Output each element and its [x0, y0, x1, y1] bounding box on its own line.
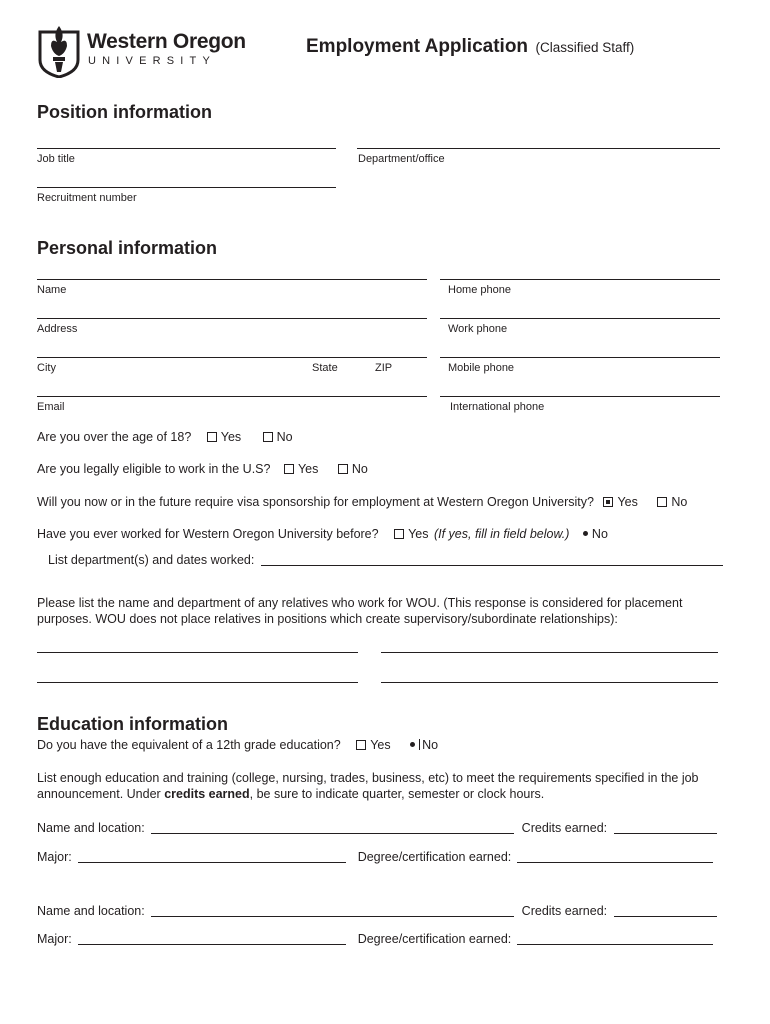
selected-dot-icon[interactable]	[583, 531, 588, 536]
relative-1-field[interactable]	[37, 652, 358, 653]
relative-4-field[interactable]	[381, 682, 718, 683]
eligible-yes-option[interactable]	[284, 462, 318, 476]
checkbox-icon[interactable]	[207, 432, 217, 442]
worked-yes-label: Yes	[408, 527, 429, 541]
address-label: Address	[37, 323, 78, 335]
education-heading: Education information	[37, 714, 228, 734]
worked-question	[37, 527, 608, 541]
education-2-degree-field[interactable]	[517, 932, 713, 945]
visa-yes-label: Yes	[617, 495, 638, 509]
age-no-option[interactable]	[263, 430, 293, 444]
zip-label: ZIP	[375, 362, 393, 374]
worked-no-option[interactable]	[583, 527, 608, 541]
relative-3-field[interactable]	[37, 682, 358, 683]
worked-yes-option[interactable]	[394, 527, 428, 541]
education-line-1: List enough education and training (college, nursing, trades, business, etc) to meet the requirements specified in the job	[37, 771, 699, 785]
selected-dot-icon[interactable]	[410, 742, 415, 747]
city-label: City	[37, 362, 56, 374]
grade12-yes-option[interactable]	[356, 738, 390, 752]
eligible-question-text: Are you legally eligible to work in the U.S?	[37, 462, 271, 476]
international-phone-field[interactable]	[440, 396, 720, 397]
list-department-row	[48, 553, 723, 567]
international-phone-label: International phone	[450, 401, 545, 413]
job-title-field[interactable]	[37, 148, 336, 149]
torch-shield-icon	[37, 22, 81, 78]
credits-earned-emphasis: credits earned	[164, 787, 250, 801]
education-instructions	[37, 770, 699, 802]
grade12-question-text: Do you have the equivalent of a 12th grade education?	[37, 738, 341, 752]
worked-no-label: No	[591, 527, 608, 541]
checkbox-icon[interactable]	[394, 529, 404, 539]
checkbox-icon[interactable]	[338, 464, 348, 474]
education-line-2	[37, 786, 699, 802]
worked-question-text: Have you ever worked for Western Oregon University before?	[37, 527, 379, 541]
visa-yes-option[interactable]	[603, 495, 637, 509]
text-cursor-icon	[419, 739, 420, 750]
checked-checkbox-icon[interactable]	[603, 497, 613, 507]
list-department-field[interactable]	[261, 553, 723, 566]
home-phone-field[interactable]	[440, 279, 720, 280]
eligible-no-option[interactable]	[338, 462, 368, 476]
checkbox-icon[interactable]	[284, 464, 294, 474]
visa-no-label: No	[671, 495, 688, 509]
email-label: Email	[37, 401, 65, 413]
logo-university: UNIVERSITY	[88, 55, 217, 67]
department-field[interactable]	[357, 148, 720, 149]
age-question-text: Are you over the age of 18?	[37, 430, 192, 444]
email-field[interactable]	[37, 396, 427, 397]
grade12-question	[37, 738, 438, 752]
relatives-line-2: purposes. WOU does not place relatives in positions which create supervisory/subordinate relationships):	[37, 612, 618, 626]
education-line-2a: announcement. Under	[37, 787, 161, 801]
checkbox-icon[interactable]	[263, 432, 273, 442]
job-title-label: Job title	[37, 153, 75, 165]
visa-question	[37, 495, 687, 509]
visa-no-option[interactable]	[657, 495, 687, 509]
credits-earned-label: Credits earned:	[521, 904, 608, 918]
education-1-major-row	[37, 850, 713, 864]
checkbox-icon[interactable]	[657, 497, 667, 507]
education-1-credits-field[interactable]	[614, 821, 717, 834]
university-logo	[37, 22, 247, 78]
name-location-label: Name and location:	[37, 821, 145, 835]
personal-heading: Personal information	[37, 238, 218, 258]
work-phone-field[interactable]	[440, 318, 720, 319]
checkbox-icon[interactable]	[356, 740, 366, 750]
education-1-major-field[interactable]	[78, 850, 346, 863]
form-title	[306, 36, 634, 58]
form-title-main: Employment Application	[306, 36, 529, 57]
education-line-2c: , be sure to indicate quarter, semester or clock hours.	[249, 787, 545, 801]
department-label: Department/office	[358, 153, 445, 165]
major-label: Major:	[37, 932, 72, 946]
state-label: State	[312, 362, 338, 374]
name-location-label: Name and location:	[37, 904, 145, 918]
age-yes-label: Yes	[220, 430, 242, 444]
visa-question-text: Will you now or in the future require visa sponsorship for employment at Western Oregon University?	[37, 495, 594, 509]
city-state-zip-field[interactable]	[37, 357, 427, 358]
major-label: Major:	[37, 850, 72, 864]
education-1-name-row	[37, 821, 717, 835]
name-field[interactable]	[37, 279, 427, 280]
education-2-name-row	[37, 904, 717, 918]
address-field[interactable]	[37, 318, 427, 319]
education-2-major-row	[37, 932, 713, 946]
education-2-credits-field[interactable]	[614, 904, 717, 917]
home-phone-label: Home phone	[448, 284, 511, 296]
education-1-name-location-field[interactable]	[151, 821, 514, 834]
logo-wordmark: Western Oregon	[87, 30, 246, 53]
grade12-yes-label: Yes	[370, 738, 391, 752]
education-2-major-field[interactable]	[78, 932, 346, 945]
age-question	[37, 430, 293, 444]
list-department-label: List department(s) and dates worked:	[48, 553, 255, 567]
education-1-degree-field[interactable]	[517, 850, 713, 863]
position-heading: Position information	[37, 102, 212, 122]
eligible-yes-label: Yes	[297, 462, 319, 476]
eligible-question	[37, 462, 368, 476]
eligible-no-label: No	[351, 462, 368, 476]
relatives-line-1: Please list the name and department of any relatives who work for WOU. (This response is considered for placement	[37, 596, 683, 610]
degree-label: Degree/certification earned:	[357, 932, 512, 946]
education-2-name-location-field[interactable]	[151, 904, 514, 917]
work-phone-label: Work phone	[448, 323, 508, 335]
name-label: Name	[37, 284, 67, 296]
form-title-sub: (Classified Staff)	[535, 40, 635, 55]
degree-label: Degree/certification earned:	[357, 850, 512, 864]
mobile-phone-label: Mobile phone	[448, 362, 515, 374]
age-yes-option[interactable]	[207, 430, 241, 444]
recruitment-number-label: Recruitment number	[37, 192, 137, 204]
mobile-phone-field[interactable]	[440, 357, 720, 358]
grade12-no-label: No	[422, 738, 439, 752]
worked-note: (If yes, fill in field below.)	[433, 527, 570, 541]
grade12-no-option[interactable]	[410, 738, 438, 752]
age-no-label: No	[276, 430, 293, 444]
relative-2-field[interactable]	[381, 652, 718, 653]
recruitment-number-field[interactable]	[37, 187, 336, 188]
credits-earned-label: Credits earned:	[521, 821, 608, 835]
relatives-instructions	[37, 595, 682, 627]
